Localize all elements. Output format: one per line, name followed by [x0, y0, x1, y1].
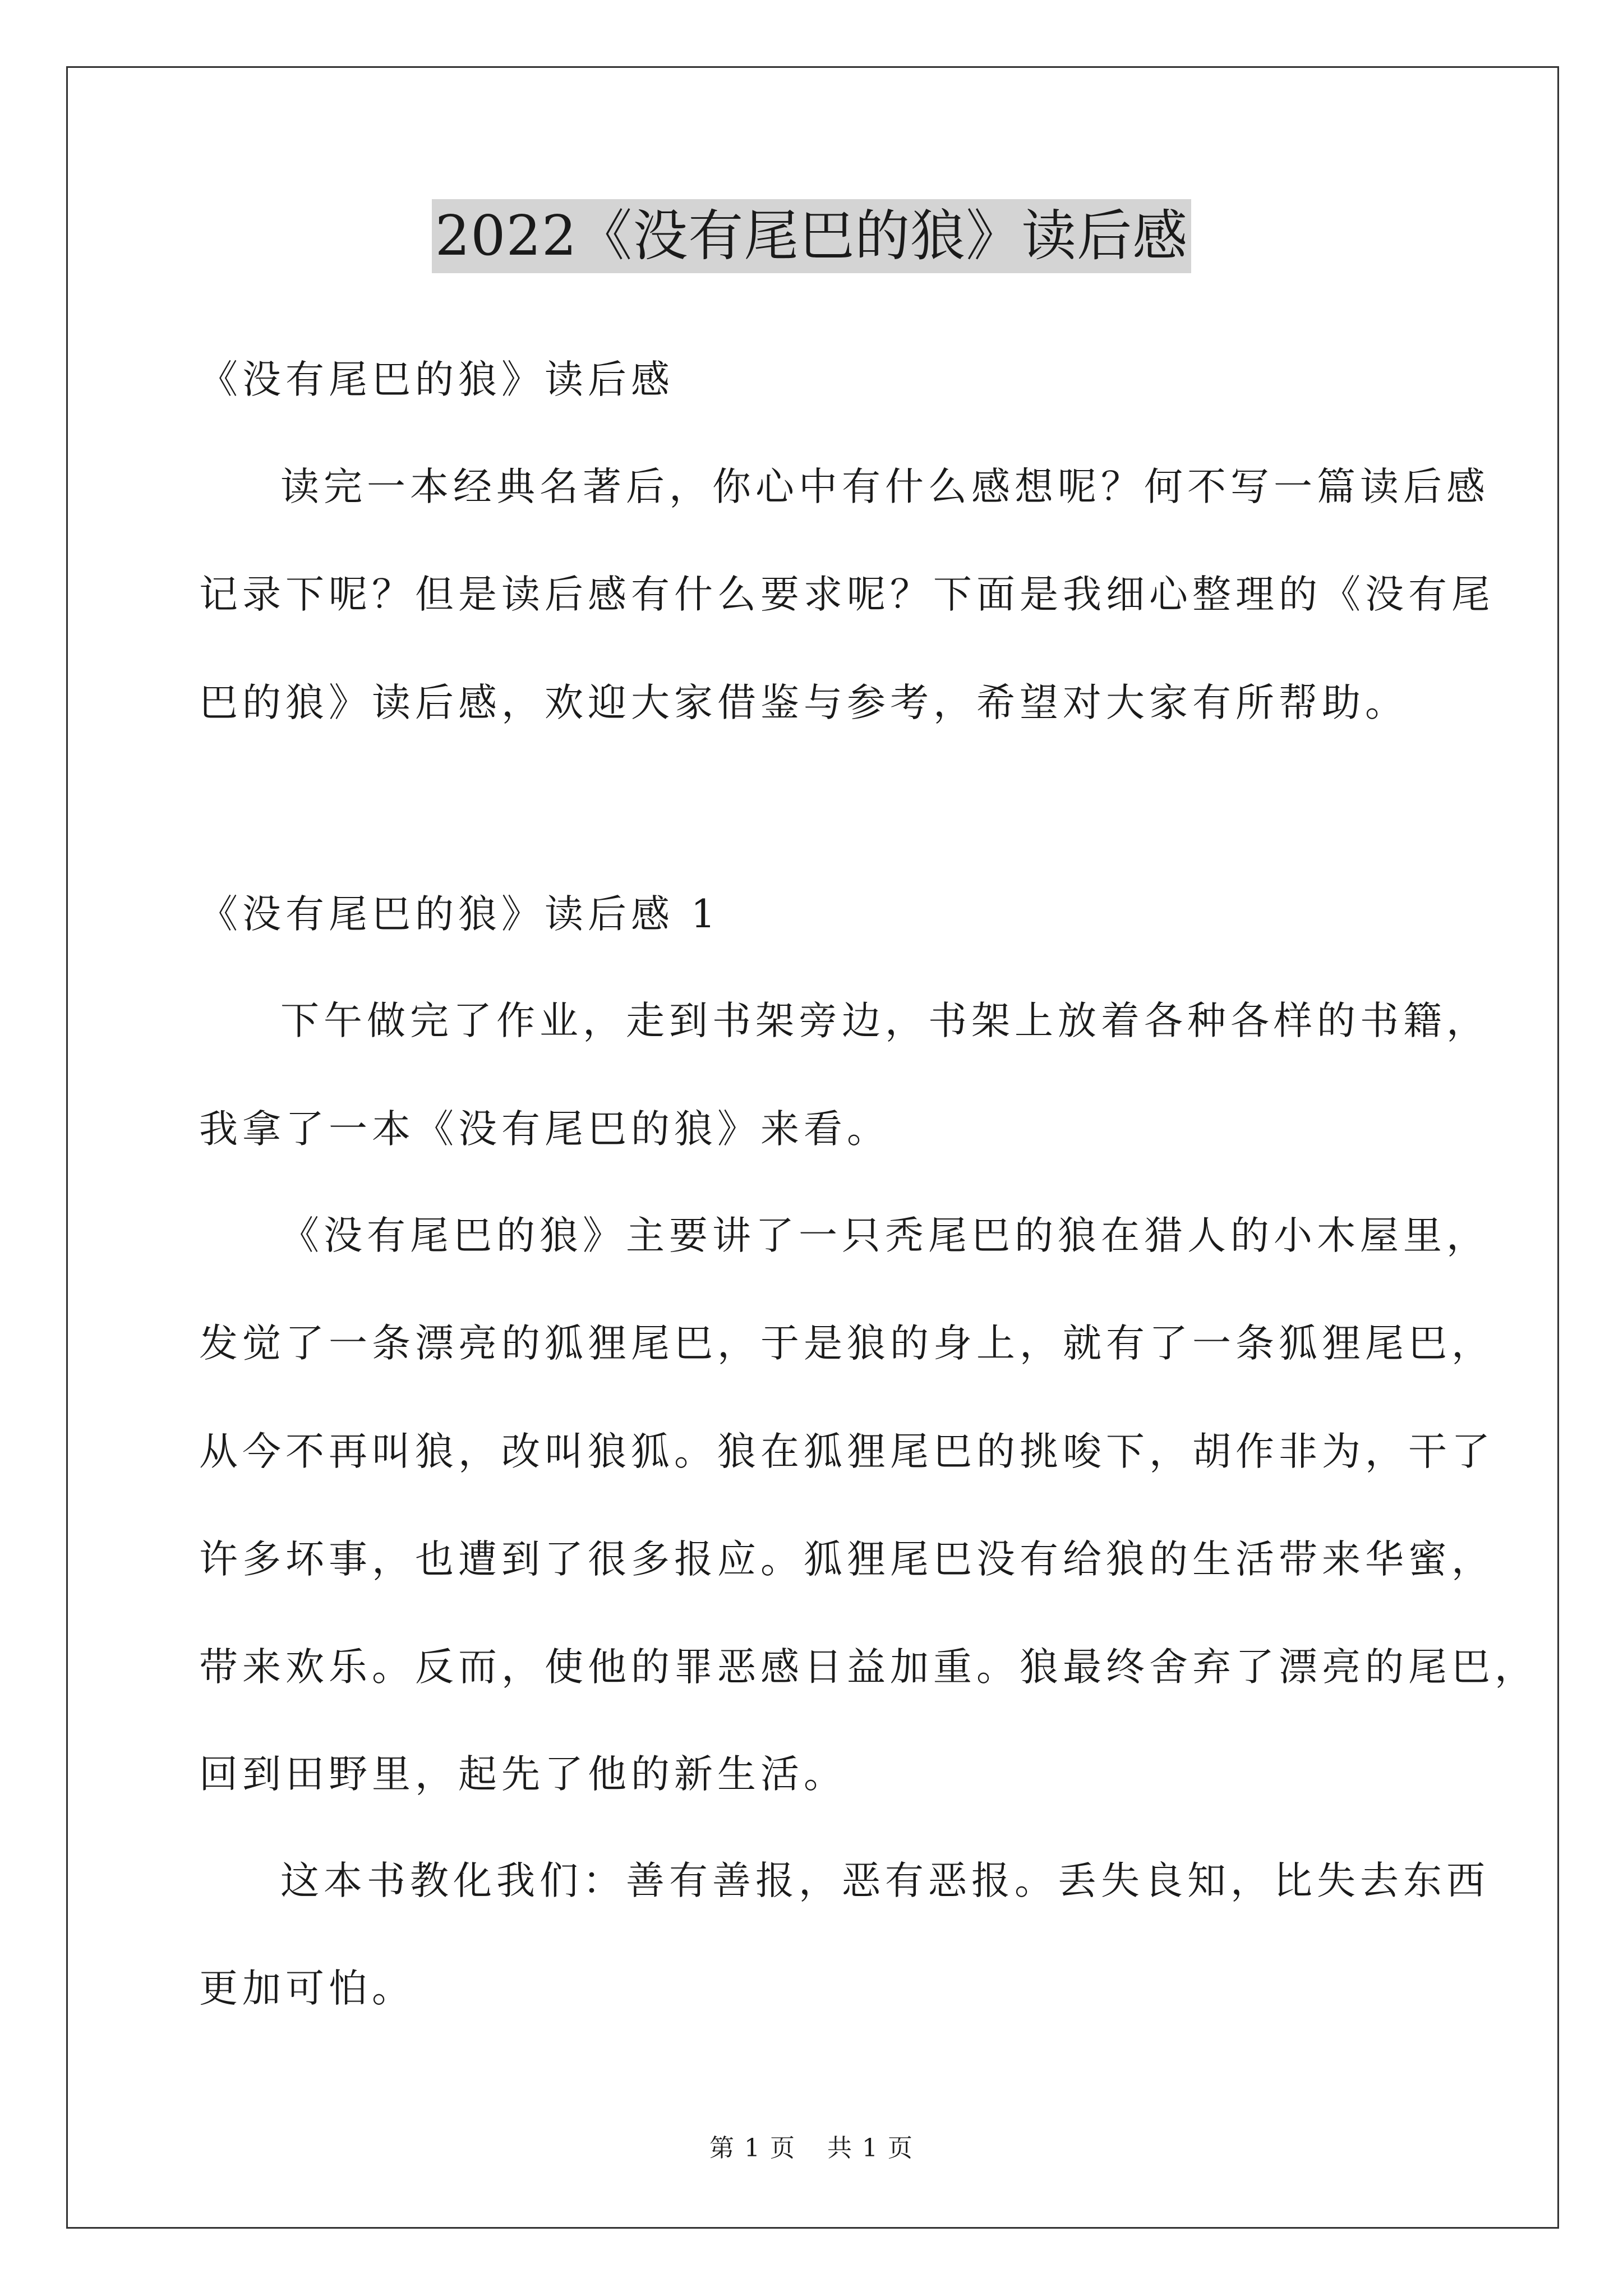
paragraph2-line: 带来欢乐。反而，使他的罪恶感日益加重。狼最终舍弃了漂亮的尾巴，	[199, 1645, 1538, 1690]
paragraph2-line: 从今不再叫狼，改叫狼狐。狼在狐狸尾巴的挑唆下，胡作非为，干了	[199, 1429, 1495, 1474]
intro-line: 读完一本经典名著后，你心中有什么感想呢？何不写一篇读后感	[280, 464, 1490, 509]
paragraph3-line: 更加可怕。	[199, 1966, 415, 2011]
paragraph2-line: 回到田野里，起先了他的新生活。	[199, 1752, 847, 1797]
paragraph2-line: 《没有尾巴的狼》主要讲了一只秃尾巴的狼在猎人的小木屋里，	[280, 1213, 1490, 1258]
section-heading: 《没有尾巴的狼》读后感 1	[199, 892, 720, 937]
page-number-current: 第 1 页	[709, 2134, 796, 2162]
intro-line: 记录下呢？但是读后感有什么要求呢？下面是我细心整理的《没有尾	[199, 572, 1495, 617]
paragraph2-line: 发觉了一条漂亮的狐狸尾巴，于是狼的身上，就有了一条狐狸尾巴，	[199, 1321, 1495, 1366]
paragraph2-line: 许多坏事，也遭到了很多报应。狐狸尾巴没有给狼的生活带来华蜜，	[199, 1537, 1495, 1582]
paragraph3-line: 这本书教化我们：善有善报，恶有恶报。丢失良知，比失去东西	[280, 1858, 1490, 1903]
page-footer	[0, 2132, 1623, 2165]
intro-line: 巴的狼》读后感，欢迎大家借鉴与参考，希望对大家有所帮助。	[199, 680, 1408, 725]
paragraph1-line: 下午做完了作业，走到书架旁边，书架上放着各种各样的书籍，	[280, 999, 1490, 1043]
page-number-total: 共 1 页	[827, 2134, 914, 2162]
document-title: 2022《没有尾巴的狼》读后感	[432, 199, 1191, 273]
paragraph1-line: 我拿了一本《没有尾巴的狼》来看。	[199, 1107, 890, 1152]
subtitle: 《没有尾巴的狼》读后感	[199, 357, 674, 402]
title-container	[0, 199, 1623, 273]
